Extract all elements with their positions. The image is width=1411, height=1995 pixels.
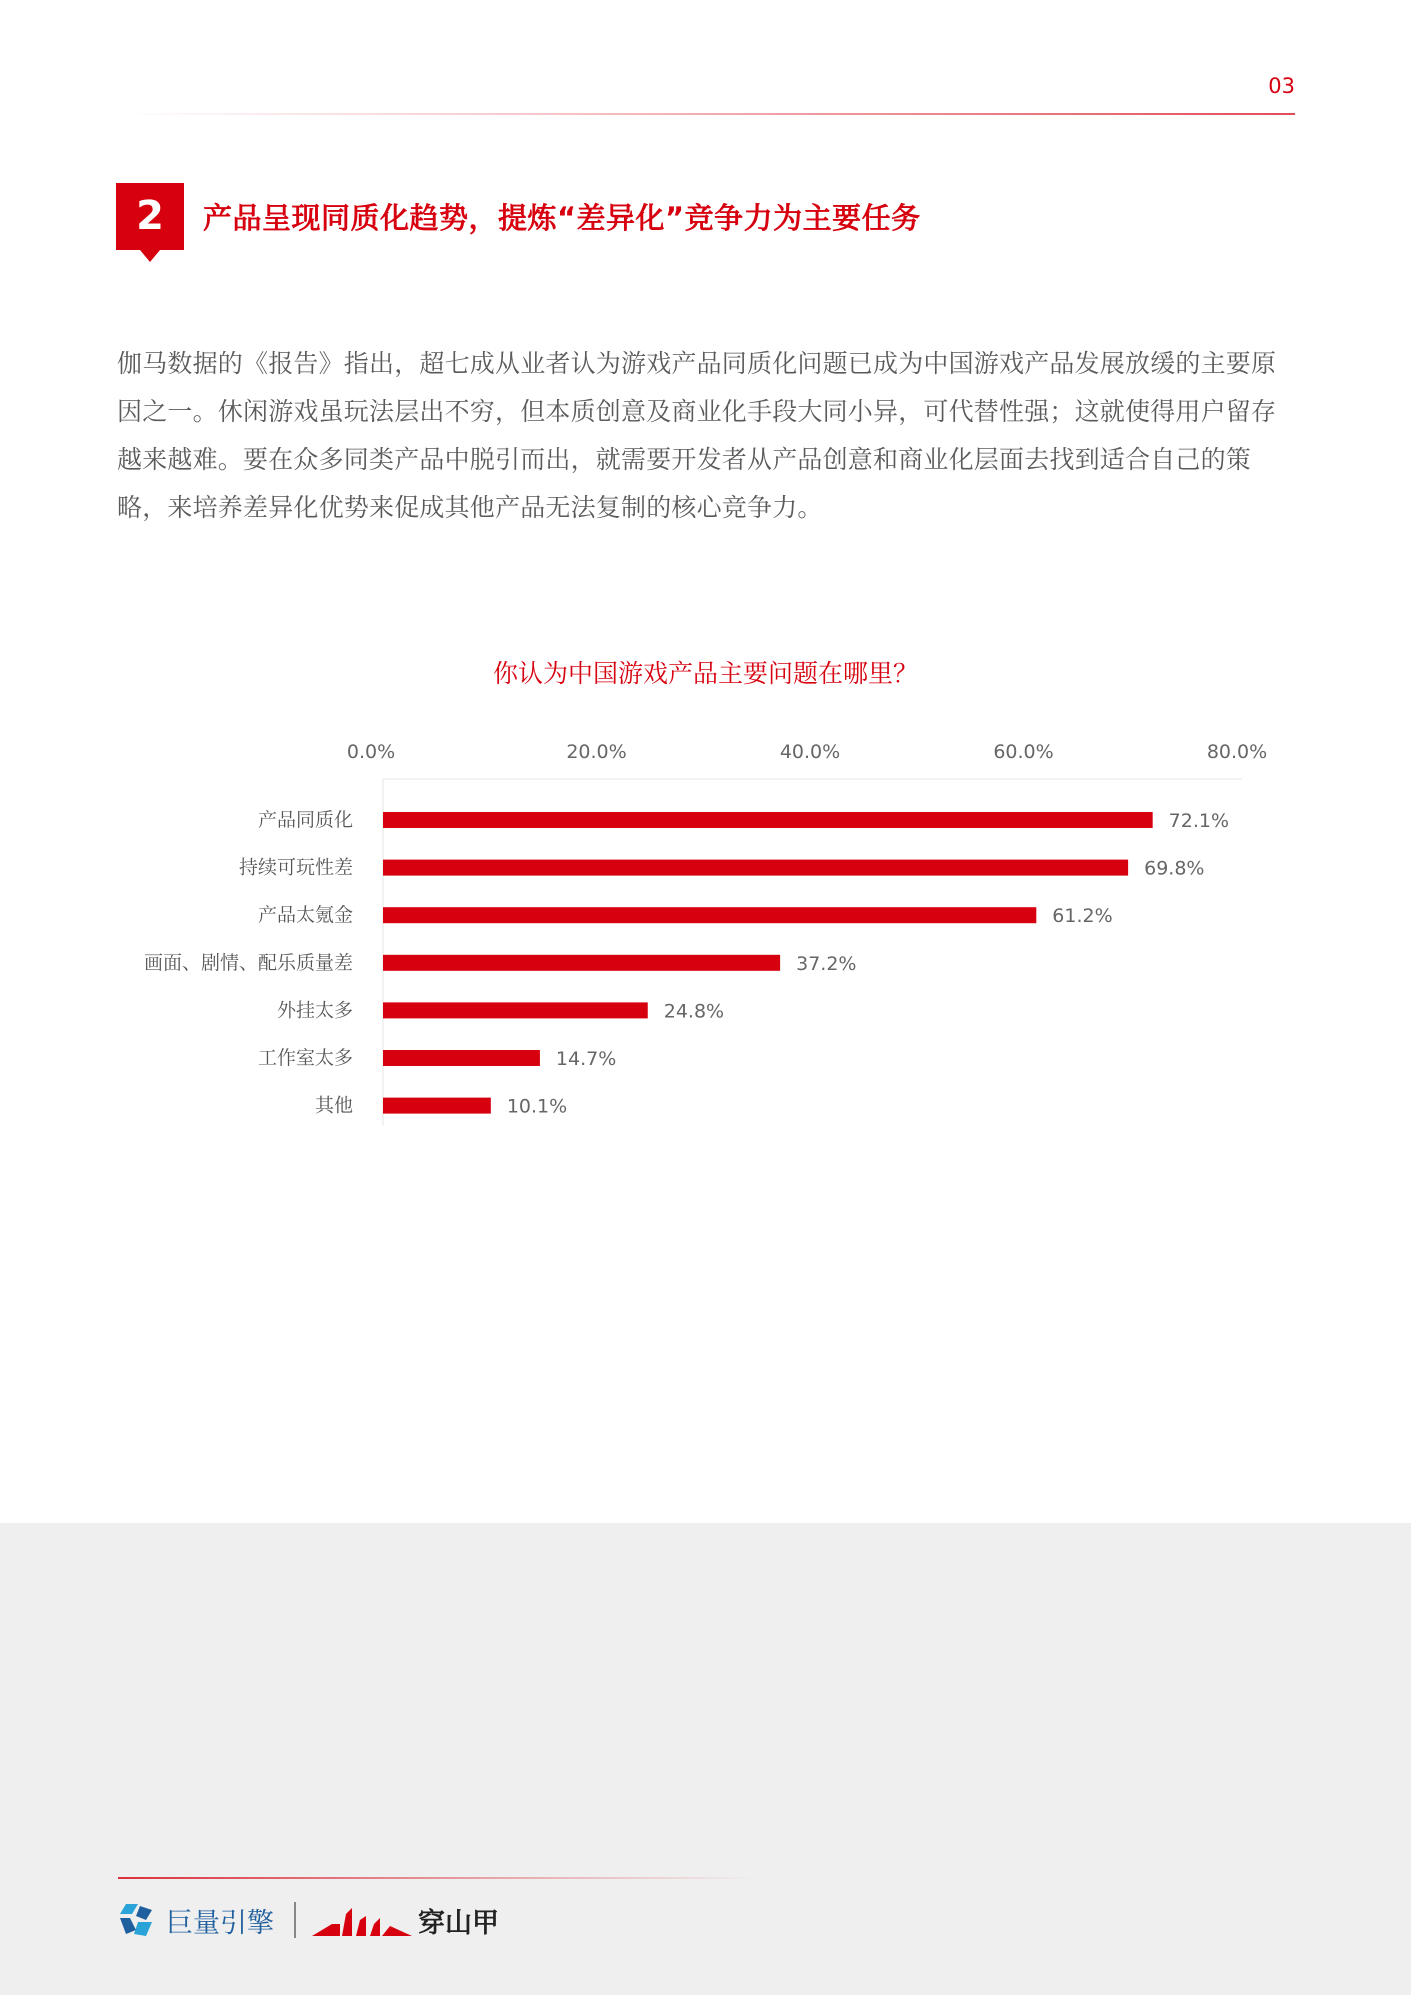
bar	[383, 1050, 540, 1066]
category-label: 画面、剧情、配乐质量差	[143, 951, 353, 974]
category-label: 外挂太多	[276, 999, 353, 1022]
category-label: 持续可玩性差	[238, 856, 353, 879]
category-label: 工作室太多	[257, 1047, 353, 1069]
data-label: 10.1%	[506, 1095, 568, 1118]
data-label: 72.1%	[1168, 810, 1230, 832]
x-tick-label: 40.0%	[779, 741, 841, 763]
bar	[383, 955, 780, 971]
pangle-logo-icon	[312, 1904, 412, 1938]
ocean-engine-logo-text: 巨量引擎	[166, 1907, 274, 1939]
chart-title: 你认为中国游戏产品主要问题在哪里？	[492, 659, 918, 688]
x-tick-label: 80.0%	[1206, 741, 1268, 763]
page-number: 03	[1268, 74, 1295, 98]
logo-divider	[294, 1902, 296, 1938]
body-paragraph: 伽马数据的《报告》指出，超七成从业者认为游戏产品同质化问题已成为中国游戏产品发展放缓的主要原因之一。休闲游戏虽玩法层出不穷，但本质创意及商业化手段大同小异，可代替性强；这就使得用户留存越来越难。要在众多同类产品中脱引而出，就需要开发者从产品创意和商业化层面去找到适合自己的策略，来培养差异化优势来促成其他产品无法复制的核心竞争力。	[117, 349, 1277, 522]
category-label: 产品太氪金	[257, 904, 353, 927]
bar	[383, 1098, 491, 1114]
data-label: 61.2%	[1052, 905, 1113, 928]
data-label: 37.2%	[796, 952, 857, 975]
data-label: 24.8%	[663, 1000, 725, 1023]
header-divider	[118, 113, 1295, 115]
x-tick-label: 20.0%	[566, 741, 627, 763]
ocean-engine-logo-icon	[116, 1900, 158, 1940]
pangle-logo	[312, 1901, 499, 1940]
category-label: 其他	[314, 1094, 353, 1117]
bar	[383, 907, 1036, 923]
data-label: 69.8%	[1144, 857, 1205, 880]
section-number-badge: 2	[116, 183, 184, 250]
pangle-logo-text: 穿山甲	[418, 1908, 499, 1939]
data-label: 14.7%	[555, 1048, 617, 1070]
footer-divider	[118, 1877, 758, 1879]
x-tick-label: 60.0%	[993, 741, 1054, 763]
section-title: 产品呈现同质化趋势，提炼“差异化”竞争力为主要任务	[203, 201, 921, 235]
bar	[383, 860, 1128, 876]
bar-chart	[0, 730, 1411, 1150]
bar	[383, 812, 1153, 828]
x-tick-label: 0.0%	[346, 741, 396, 763]
bar	[383, 1002, 648, 1018]
category-label: 产品同质化	[257, 809, 353, 831]
ocean-engine-logo	[116, 1900, 274, 1940]
